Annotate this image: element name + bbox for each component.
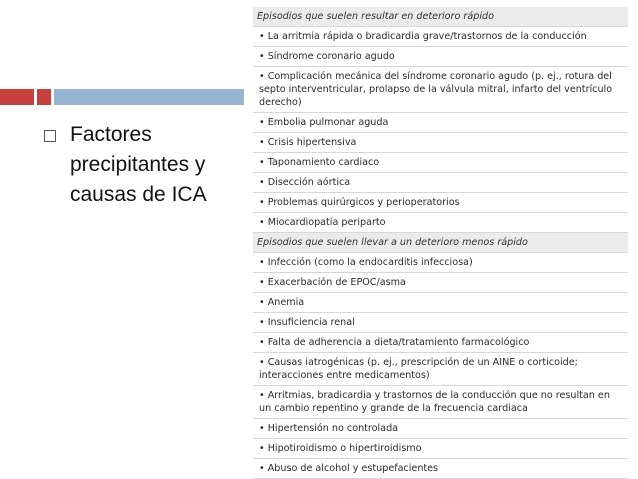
accent-segment-blue bbox=[54, 89, 244, 105]
table-row: • Disección aórtica bbox=[253, 173, 628, 193]
table-row: • Problemas quirúrgicos y perioperatorios bbox=[253, 193, 628, 213]
table-row: • Insuficiencia renal bbox=[253, 313, 628, 333]
table-row: • Exacerbación de EPOC/asma bbox=[253, 273, 628, 293]
square-bullet-icon bbox=[44, 130, 56, 142]
table-row: • Crisis hipertensiva bbox=[253, 133, 628, 153]
table-row: • Causas iatrogénicas (p. ej., prescripción de un AINE o corticoide; interacciones entre medicamentos) bbox=[253, 353, 628, 386]
table-row: • Abuso de alcohol y estupefacientes bbox=[253, 459, 628, 479]
accent-segment-red bbox=[0, 89, 34, 105]
table-row: • Taponamiento cardiaco bbox=[253, 153, 628, 173]
table-row: • Síndrome coronario agudo bbox=[253, 47, 628, 67]
table-row: • Miocardiopatía periparto bbox=[253, 213, 628, 233]
table-row: • Hipotiroidismo o hipertiroidismo bbox=[253, 439, 628, 459]
decorative-accent-bar bbox=[0, 89, 247, 105]
table-row: • Complicación mecánica del síndrome coronario agudo (p. ej., rotura del septo interventricular, prolapso de la válvula mitral, infarto del ventrículo derecho) bbox=[253, 67, 628, 113]
table-row: • Infección (como la endocarditis infecciosa) bbox=[253, 253, 628, 273]
table-section-header: Episodios que suelen llevar a un deterioro menos rápido bbox=[253, 233, 628, 253]
slide-bullet-text: Factores precipitantes y causas de ICA bbox=[70, 123, 207, 206]
table-row: • Falta de adherencia a dieta/tratamiento farmacológico bbox=[253, 333, 628, 353]
table-row: • Hipertensión no controlada bbox=[253, 419, 628, 439]
table-row: • Embolia pulmonar aguda bbox=[253, 113, 628, 133]
table-row: • Arritmias, bradicardia y trastornos de la conducción que no resultan en un cambio repentino y grande de la frecuencia cardiaca bbox=[253, 386, 628, 419]
slide-bullet bbox=[44, 120, 230, 210]
table-section-header: Episodios que suelen resultar en deterioro rápido bbox=[253, 7, 628, 27]
table-row: • La arritmia rápida o bradicardia grave/trastornos de la conducción bbox=[253, 27, 628, 47]
precipitating-factors-table bbox=[253, 7, 628, 479]
table-row: • Anemia bbox=[253, 293, 628, 313]
accent-segment-red-small bbox=[37, 89, 51, 105]
